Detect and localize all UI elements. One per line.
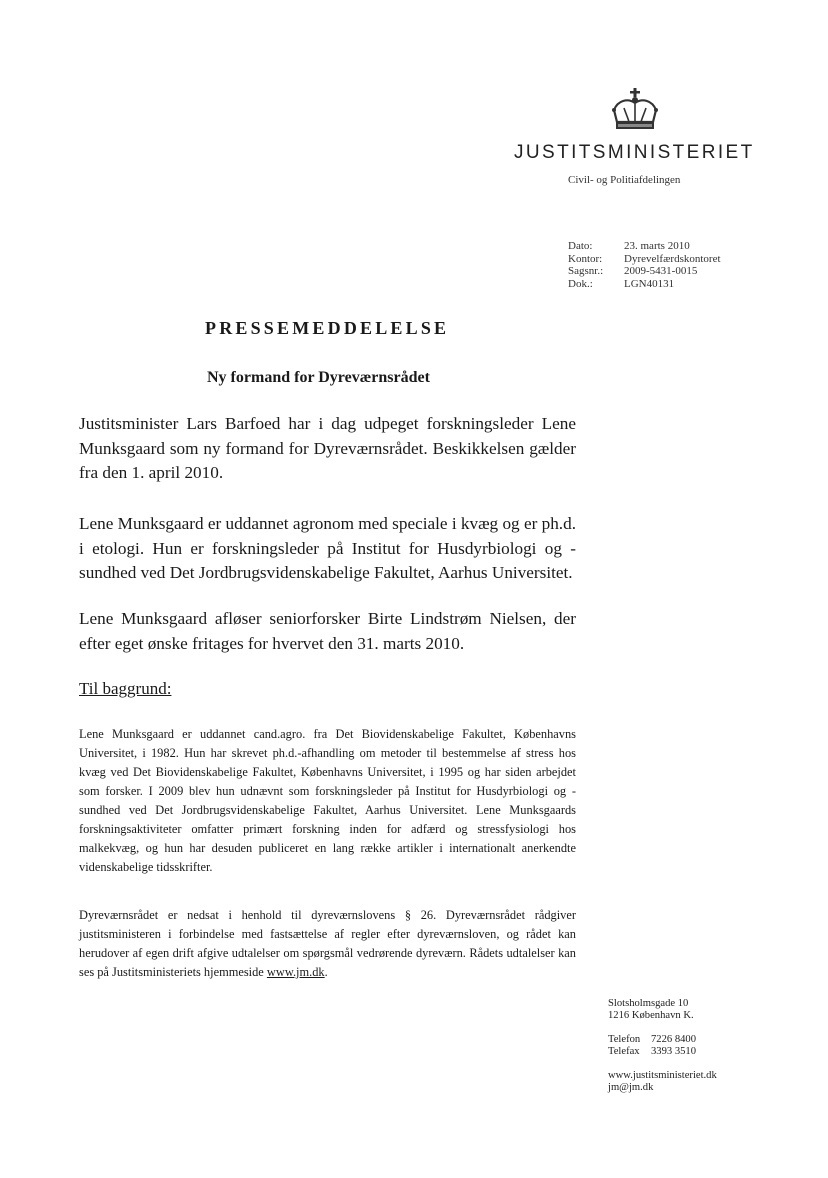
meta-row-office bbox=[568, 253, 721, 266]
background-heading: Til baggrund: bbox=[79, 679, 172, 698]
contact-website-link[interactable]: www.justitsministeriet.dk bbox=[608, 1070, 717, 1081]
document-title: Ny formand for Dyreværnsrådet bbox=[207, 369, 430, 386]
background-paragraph bbox=[79, 906, 576, 982]
sentence-end: . bbox=[324, 965, 328, 979]
body-paragraph: Lene Munksgaard er uddannet agronom med speciale i kvæg og er ph.d. i etologi. Hun er forskningsleder på Institut for Husdyrbiologi og -sundhed ved Det Jordbrugsvidenskabelige Fakultet, Aarhus Universitet. bbox=[79, 514, 576, 582]
city-address: 1216 København K. bbox=[608, 1010, 694, 1021]
background-paragraph-text: Dyreværnsrådet er nedsat i henhold til dyreværnslovens § 26. Dyreværnsrådet rådgiver justitsministeren i forbindelse med fastsættelse af regler efter dyreværnsloven, og rådet kan herudover af egen drift afgive udtalelser om spørgsmål vedrørende dyreværn. Rådets udtalelser kan ses på Justitsministeriets hjemmeside bbox=[79, 908, 576, 979]
body-paragraph: Lene Munksgaard afløser seniorforsker Birte Lindstrøm Nielsen, der efter eget ønske fritages for hvervet den 31. marts 2010. bbox=[79, 609, 576, 653]
meta-label: Dok.: bbox=[568, 277, 593, 290]
crown-icon bbox=[608, 88, 662, 134]
phone-number: 7226 8400 bbox=[651, 1034, 697, 1045]
website-link[interactable]: www.jm.dk bbox=[266, 965, 325, 979]
document-type-heading: PRESSEMEDDELELSE bbox=[205, 318, 450, 338]
meta-value: Dyrevelfærdskontoret bbox=[624, 252, 721, 265]
ministry-name: JUSTITSMINISTERIET bbox=[514, 142, 755, 163]
contact-email-link[interactable]: jm@jm.dk bbox=[608, 1082, 654, 1093]
meta-value: 2009-5431-0015 bbox=[624, 265, 698, 277]
meta-label: Kontor: bbox=[568, 252, 603, 265]
fax-number: 3393 3510 bbox=[651, 1046, 697, 1057]
meta-row-date bbox=[568, 240, 721, 253]
meta-row-document bbox=[568, 278, 721, 291]
meta-row-case-number bbox=[568, 265, 721, 278]
reference-block bbox=[568, 240, 721, 290]
meta-label: Dato: bbox=[568, 240, 593, 252]
contact-block bbox=[608, 998, 717, 1094]
street-address: Slotsholmsgade 10 bbox=[608, 998, 689, 1009]
body-paragraph: Justitsminister Lars Barfoed har i dag udpeget forskningsleder Lene Munksgaard som ny formand for Dyreværnsrådet. Beskikkelsen gælder fra den 1. april 2010. bbox=[79, 414, 576, 482]
meta-value: LGN40131 bbox=[624, 277, 675, 290]
meta-value: 23. marts 2010 bbox=[624, 240, 690, 252]
department-name: Civil- og Politiafdelingen bbox=[568, 174, 681, 186]
background-paragraph: Lene Munksgaard er uddannet cand.agro. fra Det Biovidenskabelige Fakultet, Københavns Universitet, i 1982. Hun har skrevet ph.d.-afhandling om metoder til bestemmelse af stress hos kvæg ved Det Biovidenskabelige Fakultet, Københavns Universitet, i 1995 og har siden arbejdet som forsker. I 2009 blev hun udnævnt som forskningsleder på Institut for Husdyrbiologi og -sundhed ved Det Jordbrugsvidenskabelige Fakultet, Aarhus Universitet. Lene Munksgaards forskningsaktiviteter omfatter primært forskning inden for adfærd og stressfysiologi hos malkekvæg, og hun har desuden publiceret en lang række artikler i internationalt anerkendte videnskabelige tidsskrifter. bbox=[79, 727, 576, 874]
fax-label: Telefax bbox=[608, 1046, 640, 1057]
fax-row bbox=[608, 1046, 717, 1058]
meta-label: Sagsnr.: bbox=[568, 265, 604, 277]
phone-row bbox=[608, 1034, 717, 1046]
phone-label: Telefon bbox=[608, 1034, 641, 1045]
